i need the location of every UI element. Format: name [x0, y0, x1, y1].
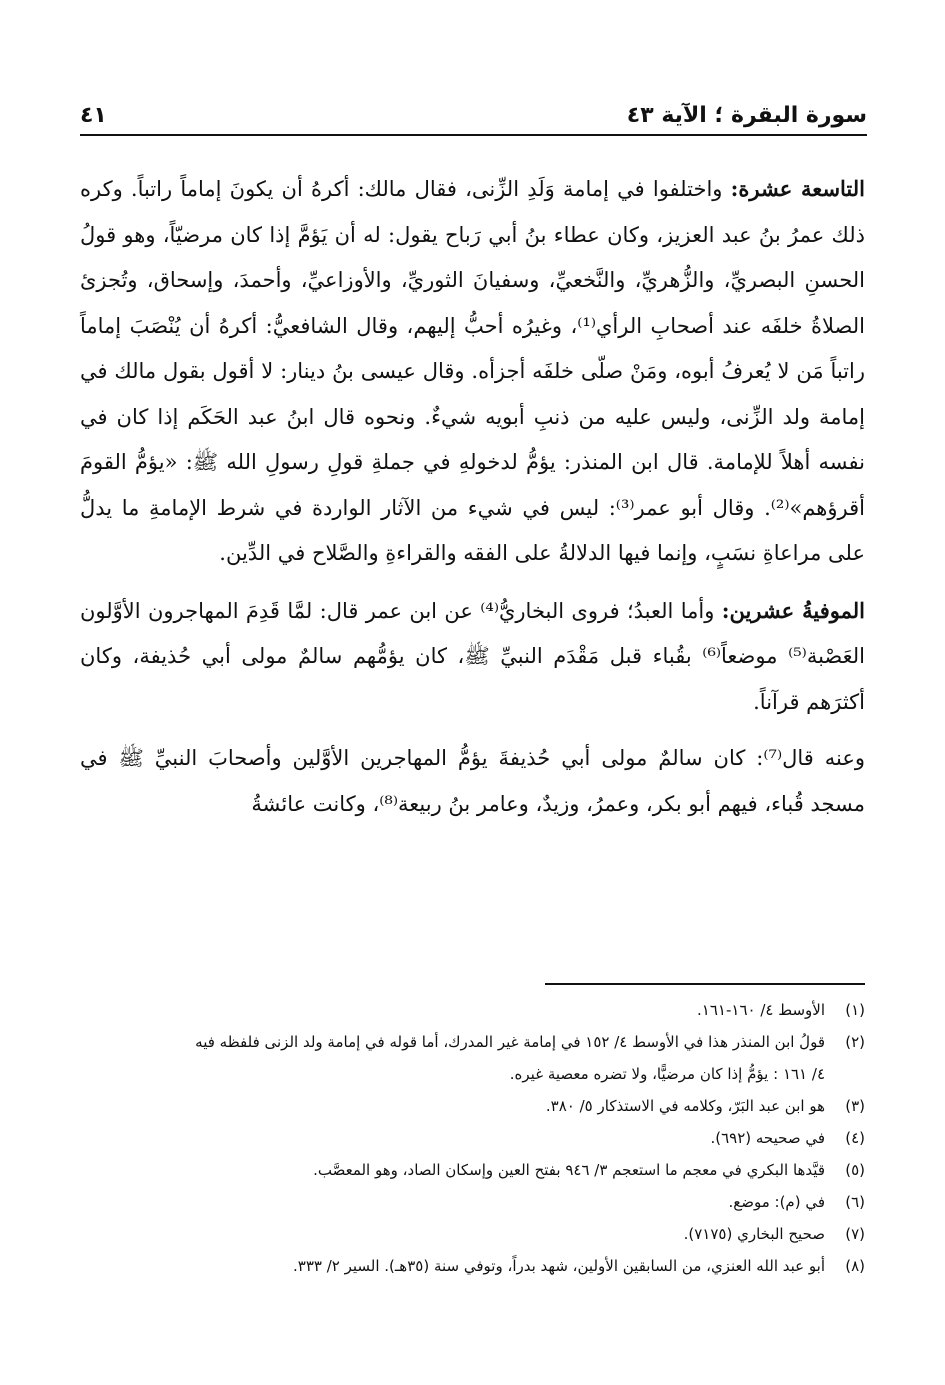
footnote-text: في صحيحه (٦٩٢). [710, 1129, 825, 1147]
footnotes [80, 994, 865, 1282]
footnote-text: في (م): موضع. [728, 1193, 825, 1211]
footnote-text: الأوسط ٤/ ١٦٠-١٦١. [697, 1001, 825, 1019]
footnote-text: قولُ ابن المنذر هذا في الأوسط ٤/ ١٥٢ في إمامة غير المدرك، أما قوله في إمامة ولد الزنى فلفظه فيه [195, 1033, 825, 1051]
footnote-text: أبو عبد الله العنزي، من السابقين الأولين، شهد بدراً، وتوفي سنة (٣٥هـ). السير ٢/ ٣٣٣. [292, 1257, 825, 1275]
footnote-number: (٦) [845, 1193, 865, 1211]
footnote-item [80, 1026, 865, 1058]
footnote-continuation: ٤/ ١٦١ : يؤمُّ إذا كان مرضيًّا، ولا تضره معصية غيره. [509, 1065, 825, 1083]
paragraph-text: وأما العبدُ؛ فروى البخاريُّ⁽⁴⁾ عن ابن عمر قال: لمَّا قَدِمَ المهاجرون الأوَّلون العَصْبة⁽⁵⁾ موضعاً⁽⁶⁾ بقُباء قبل مَقْدَم النبيِّ ﷺ، كان يؤمُّهم سالمٌ مولى أبي حُذيفة، وكان أكثرَهم قرآناً. [80, 598, 865, 714]
footnote-number: (٣) [845, 1097, 865, 1115]
paragraph-text: وعنه قال⁽⁷⁾: كان سالمٌ مولى أبي حُذيفةَ يؤمُّ المهاجرين الأوَّلين وأصحابَ النبيِّ ﷺ في مسجد قُباء، فيهم أبو بكر، وعمرُ، وزيدٌ، وعامر بنُ ربيعة⁽⁸⁾، وكانت عائشةُ [80, 746, 865, 816]
footnote-number: (٥) [845, 1161, 865, 1179]
paragraph-19 [80, 166, 865, 577]
footnote-rule [545, 983, 865, 985]
running-header [80, 88, 867, 128]
footnote-number: (١) [845, 1001, 865, 1019]
footnote-item [80, 1250, 865, 1282]
footnote-number: (٤) [845, 1129, 865, 1147]
footnote-text: قيَّدها البكري في معجم ما استعجم ٣/ ٩٤٦ بفتح العين وإسكان الصاد، وهو المعصَّب. [313, 1161, 825, 1179]
footnote-text: صحيح البخاري (٧١٧٥). [683, 1225, 825, 1243]
paragraph-continuation [80, 736, 865, 827]
paragraph-20 [80, 588, 865, 726]
footnote-number: (٧) [845, 1225, 865, 1243]
footnote-item [80, 1154, 865, 1186]
footnote-text: هو ابن عبد البَرّ، وكلامه في الاستذكار ٥/ ٣٨٠. [545, 1097, 825, 1115]
main-text [80, 166, 865, 827]
paragraph-text: واختلفوا في إمامة وَلَدِ الزِّنى، فقال مالك: أكرهُ أن يكونَ إماماً راتباً. وكره ذلك عمرُ بنُ عبد العزيز، وكان عطاء بنُ أبي رَباح يقول: له أن يَؤمَّ إذا كان مرضيّاً، وهو قولُ الحسنِ البصريِّ، والزُّهريِّ، والنَّخعيِّ، وسفيانَ الثوريِّ، والأوزاعيِّ، وأحمدَ، وإسحاق، وتُجزئ الصلاةُ خلفَه عند أصحابِ الرأي⁽¹⁾، وغيرُه أحبُّ إليهم، وقال الشافعيُّ: أكرهُ أن يُنْصَبَ إماماً راتباً مَن لا يُعرفُ أبوه، ومَنْ صلّى خلفَه أجزأه. وقال عيسى بنُ دينار: لا أقول بقول مالك في إمامة ولد الزِّنى، وليس عليه من ذنبِ أبويه شيءٌ. ونحوه قال ابنُ عبد الحَكَم إذا كان في نفسه أهلاً للإمامة. قال ابن المنذر: يؤمُّ لدخولهِ في جملةِ قولِ رسولِ الله ﷺ: «يؤمُّ القومَ أقرؤهم»⁽²⁾. وقال أبو عمر⁽³⁾: ليس في شيء من الآثار الواردة في شرط الإمامةِ ما يدلُّ على مراعاةِ نسَبٍ، وإنما فيها الدلالةُ على الفقه والقراءةِ والصَّلاح في الدِّين. [80, 177, 865, 565]
footnote-item [80, 1218, 865, 1250]
footnote-number: (٨) [845, 1257, 865, 1275]
footnote-item [80, 1186, 865, 1218]
footnote-item [80, 1122, 865, 1154]
paragraph-lead: الموفيةُ عشرين: [721, 597, 865, 623]
paragraph-lead: التاسعة عشرة: [730, 176, 866, 201]
footnote-item [80, 1090, 865, 1122]
footnote-item [80, 994, 865, 1026]
header-rule [80, 134, 867, 136]
page-number: ٤١ [80, 103, 107, 128]
footnote-number: (٢) [845, 1033, 865, 1051]
surah-title: سورة البقرة ؛ الآية ٤٣ [626, 103, 867, 128]
